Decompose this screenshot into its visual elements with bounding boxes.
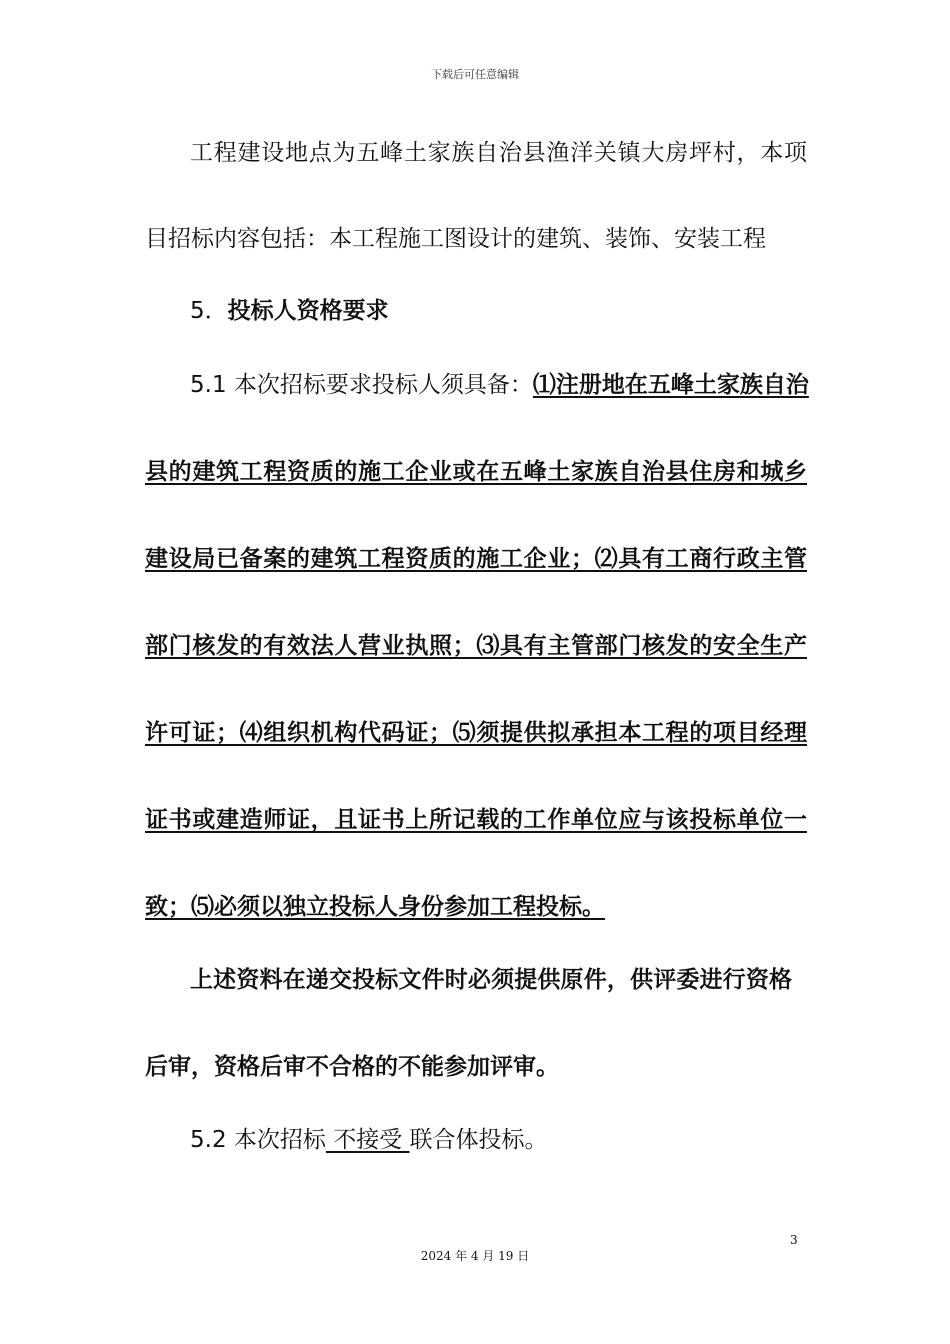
requirement-line: 致；⑸必须以独立投标人身份参加工程投标。	[145, 894, 605, 920]
page-header: 下载后可任意编辑	[431, 68, 519, 81]
requirement-line: 证书或建造师证，且证书上所记载的工作单位应与该投标单位一	[145, 807, 807, 833]
requirement-intro-line	[190, 370, 807, 400]
section-title: 投标人资格要求	[227, 298, 389, 324]
joint-bid-statement	[190, 1125, 807, 1155]
statement-prefix: 5.2 本次招标	[190, 1127, 326, 1153]
section-number: 5．	[190, 298, 228, 324]
section-heading	[190, 296, 807, 326]
note-line: 上述资料在递交投标文件时必须提供原件，供评委进行资格	[190, 967, 792, 993]
paragraph-line: 目招标内容包括：本工程施工图设计的建筑、装饰、安装工程	[145, 226, 766, 252]
requirement-line: 建设局已备案的建筑工程资质的施工企业；⑵具有工商行政主管	[145, 546, 807, 572]
paragraph-line: 工程建设地点为五峰土家族自治县渔洋关镇大房坪村，本项	[190, 140, 807, 166]
page-number: 3	[790, 1233, 798, 1247]
requirement-line: 部门核发的有效法人营业执照；⑶具有主管部门核发的安全生产	[145, 633, 807, 659]
requirement-line: 县的建筑工程资质的施工企业或在五峰土家族自治县住房和城乡	[145, 459, 807, 485]
footer-date: 2024 年 4 月 19 日	[420, 1249, 530, 1263]
requirement-text: ⑴注册地在五峰土家族自治	[532, 372, 809, 398]
note-line: 后审，资格后审不合格的不能参加评审。	[145, 1054, 559, 1080]
statement-suffix: 联合体投标。	[409, 1127, 548, 1153]
requirement-intro: 5.1 本次招标要求投标人须具备：	[190, 372, 533, 398]
requirement-line: 许可证；⑷组织机构代码证；⑸须提供拟承担本工程的项目经理	[145, 720, 807, 746]
filled-blank: 不接受	[325, 1127, 410, 1153]
